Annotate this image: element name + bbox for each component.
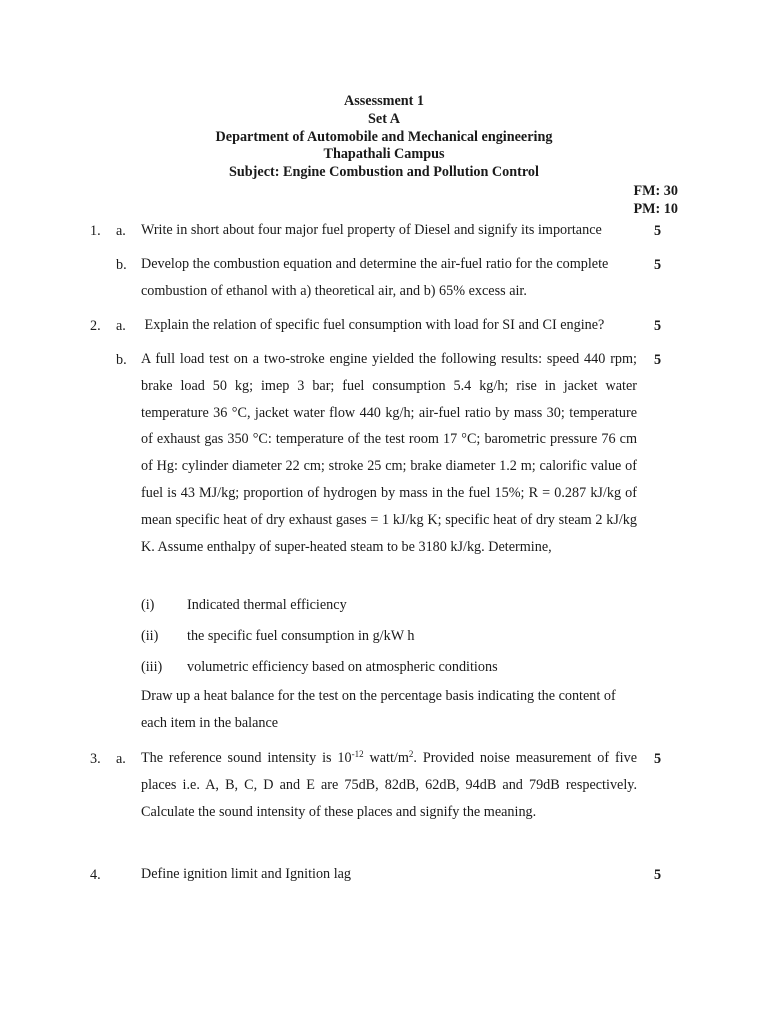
part-label: b. [116,257,127,273]
question-marks: 5 [654,352,662,368]
campus-name: Thapathali Campus [323,146,445,163]
part-label: a. [116,751,126,767]
subject-title: Subject: Engine Combustion and Pollution Control [229,164,539,181]
question-marks: 5 [654,751,662,767]
question-number: 4. [90,867,101,883]
full-marks: FM: 30 [633,183,678,199]
subitem-number: (ii) [141,628,159,644]
assessment-title: Assessment 1 [344,93,424,109]
question-number: 2. [90,318,101,334]
question-marks: 5 [654,223,662,239]
question-marks: 5 [654,257,662,273]
question-marks: 5 [654,867,662,883]
part-label: a. [116,318,126,334]
department-name: Department of Automobile and Mechanical engineering [215,128,553,145]
subitem-text: Indicated thermal efficiency [187,597,347,613]
question-text: The reference sound intensity is $10^{-12}$ watt/$m^2$. Provided noise measurement of five places i.e. A, B, C, D and E are 75dB, 82dB, 62dB, 94dB and 79dB respectively. Calculate the sound intensity of these places and signify the meaning. [141,749,637,820]
question-text: Develop the combustion equation and determine the air-fuel ratio for the complete combustion of ethanol with a) theoretical air, and b) 65% excess air. [141,256,609,299]
set-label: Set A [368,110,400,127]
subitem-text: the specific fuel consumption in g/kW h [187,628,415,644]
question-text: Explain the relation of specific fuel consumption with load for SI and CI engine? [141,317,605,333]
question-text: A full load test on a two-stroke engine yielded the following results: speed 440 rpm; brake load 50 kg; imep 3 bar; fuel consumption 5.4 kg/h; rise in jacket water temperature 36 °C, jacket water flow 440 kg/h; air-fuel ratio by mass 30; temperature of exhaust gas 350 °C: temperature of the test room 17 °C; barometric pressure 76 cm of Hg: cylinder diameter 22 cm; stroke 25 cm; brake diameter 1.2 m; calorific value of fuel is 43 MJ/kg; proportion of hydrogen by mass in the fuel 15%; R = 0.287 kJ/kg of mean specific heat of dry exhaust gases = 1 kJ/kg K; specific heat of dry steam 2 kJ/kg K. Assume enthalpy of super-heated steam to be 3180 kJ/kg. Determine, [141,351,637,555]
document-header [0,93,768,182]
part-label: b. [116,352,127,368]
pass-marks: PM: 10 [633,201,678,217]
question-text: Define ignition limit and Ignition lag [141,866,352,882]
question-marks: 5 [654,318,662,334]
question-text: Write in short about four major fuel property of Diesel and signify its importance [141,222,602,238]
subitem-number: (i) [141,597,155,613]
question-number: 3. [90,751,101,767]
question-number: 1. [90,223,101,239]
marks-info [633,182,678,218]
closing-instruction: Draw up a heat balance for the test on the percentage basis indicating the content of each item in the balance [141,688,616,731]
part-label: a. [116,223,126,239]
subitem-text: volumetric efficiency based on atmospheric conditions [187,659,498,675]
subitem-number: (iii) [141,659,163,675]
